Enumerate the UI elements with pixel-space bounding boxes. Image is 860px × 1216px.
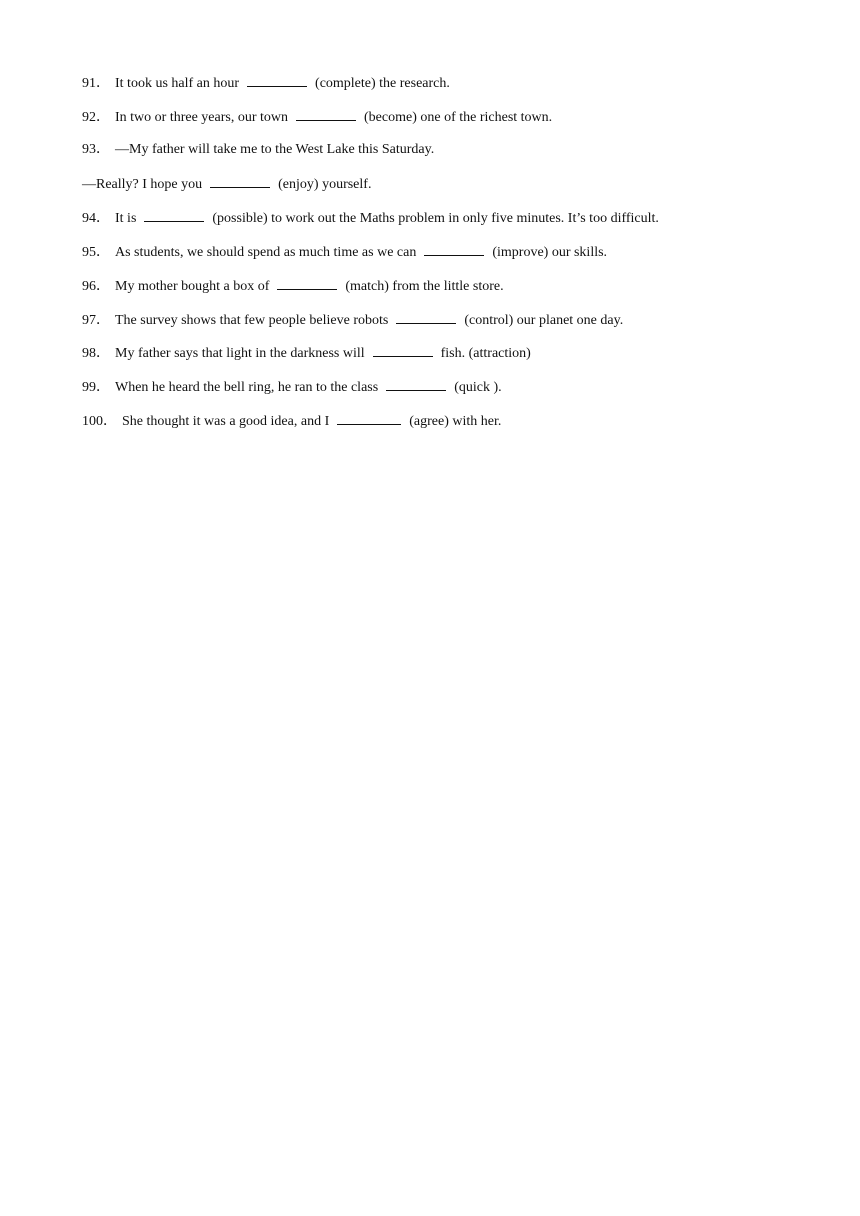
question-hint: (agree) with her.: [409, 413, 502, 429]
answer-blank[interactable]: [373, 343, 433, 357]
question-text: My mother bought a box of: [115, 278, 270, 294]
number-separator: ．: [103, 413, 117, 429]
question-item-96: [82, 276, 782, 310]
question-number: 93: [82, 141, 96, 157]
question-number: 98: [82, 346, 96, 362]
answer-blank[interactable]: [277, 276, 337, 290]
answer-blank[interactable]: [386, 377, 446, 391]
question-hint: (quick ).: [454, 380, 502, 396]
number-separator: ．: [96, 141, 110, 157]
question-text: In two or three years, our town: [115, 109, 289, 125]
question-text: It took us half an hour: [115, 76, 240, 91]
answer-blank[interactable]: [337, 411, 401, 425]
number-separator: ．: [96, 211, 110, 227]
number-separator: ．: [96, 244, 110, 260]
question-hint: (become) one of the richest town.: [364, 109, 553, 125]
number-separator: ．: [96, 346, 110, 362]
question-number: 91: [82, 76, 96, 91]
answer-blank[interactable]: [296, 107, 356, 121]
question-item-92: [82, 107, 782, 141]
question-item-95: [82, 242, 782, 276]
question-text: The survey shows that few people believe robots: [115, 312, 389, 328]
question-hint: (possible) to work out the Maths problem in only five minutes. It’s too difficult.: [212, 211, 659, 227]
question-hint: (enjoy) yourself.: [278, 177, 372, 193]
question-number: 96: [82, 278, 96, 294]
number-separator: ．: [96, 312, 110, 328]
question-text: When he heard the bell ring, he ran to the class: [115, 380, 379, 396]
question-text: She thought it was a good idea, and I: [122, 413, 330, 429]
question-item-97: [82, 310, 782, 344]
question-item-93-reply: [82, 174, 782, 208]
question-item-99: [82, 377, 782, 411]
number-separator: ．: [96, 76, 110, 91]
question-hint: (control) our planet one day.: [464, 312, 624, 328]
question-hint: (match) from the little store.: [345, 278, 504, 294]
question-hint: fish. (attraction): [440, 346, 531, 362]
answer-blank[interactable]: [424, 242, 484, 256]
question-item-94: [82, 208, 782, 242]
number-separator: ．: [96, 380, 110, 396]
question-item-93: [82, 141, 782, 175]
question-number: 99: [82, 380, 96, 396]
answer-blank[interactable]: [396, 310, 456, 324]
question-text: —Really? I hope you: [82, 177, 203, 193]
question-text: —My father will take me to the West Lake this Saturday.: [115, 141, 435, 157]
answer-blank[interactable]: [247, 73, 307, 87]
question-number: 100: [82, 413, 103, 429]
question-hint: (improve) our skills.: [492, 244, 608, 260]
question-item-98: [82, 343, 782, 377]
question-number: 94: [82, 211, 96, 227]
question-number: 97: [82, 312, 96, 328]
answer-blank[interactable]: [210, 174, 270, 188]
question-number: 95: [82, 244, 96, 260]
question-item-100: [82, 411, 782, 445]
answer-blank[interactable]: [144, 208, 204, 222]
question-list: [82, 73, 782, 445]
question-number: 92: [82, 109, 96, 125]
question-text: My father says that light in the darkness will: [115, 346, 365, 362]
question-hint: (complete) the research.: [315, 76, 450, 91]
question-item-91: [82, 73, 782, 107]
number-separator: ．: [96, 278, 110, 294]
question-text: As students, we should spend as much time as we can: [115, 244, 417, 260]
question-text: It is: [115, 211, 137, 227]
number-separator: ．: [96, 109, 110, 125]
